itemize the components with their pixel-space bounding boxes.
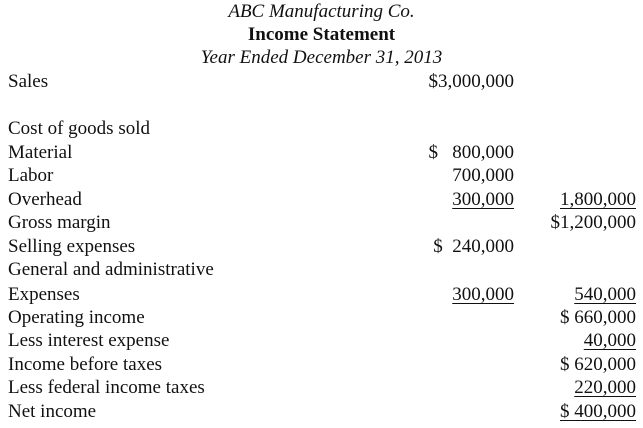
- row-selling-expenses: [0, 236, 643, 258]
- amount-col2: 540,000: [574, 284, 636, 305]
- statement-period: Year Ended December 31, 2013: [200, 47, 443, 68]
- row-overhead: [0, 189, 643, 211]
- row-label: Expenses: [8, 284, 80, 305]
- row-interest-expense: [0, 330, 643, 352]
- row-cost-of-goods-sold: [0, 118, 643, 140]
- row-label: Sales: [8, 71, 49, 92]
- company-name: ABC Manufacturing Co.: [228, 1, 415, 22]
- row-general-administrative: [0, 259, 643, 281]
- amount-col1: 700,000: [452, 165, 514, 186]
- row-label: Gross margin: [8, 212, 111, 233]
- amount-col1: $3,000,000: [428, 71, 514, 92]
- row-labor: [0, 165, 643, 187]
- row-label: Net income: [8, 401, 97, 422]
- row-income-before-taxes: [0, 354, 643, 376]
- row-label: Material: [8, 142, 73, 163]
- amount-col2: 40,000: [583, 330, 636, 351]
- amount-col2: $1,200,000: [550, 212, 636, 233]
- amount-col1: $ 800,000: [428, 142, 514, 163]
- row-label: Less federal income taxes: [8, 377, 205, 398]
- row-label: General and administrative: [8, 259, 214, 280]
- row-label: Selling expenses: [8, 236, 136, 257]
- row-material: [0, 142, 643, 164]
- row-label: Labor: [8, 165, 54, 186]
- row-label: Cost of goods sold: [8, 118, 150, 139]
- row-expenses: [0, 284, 643, 306]
- amount-col2: 220,000: [574, 377, 636, 398]
- row-sales: [0, 71, 643, 93]
- row-label: Overhead: [8, 189, 82, 210]
- row-label: Income before taxes: [8, 354, 163, 375]
- row-gross-margin: [0, 212, 643, 234]
- row-operating-income: [0, 307, 643, 329]
- row-label: Less interest expense: [8, 330, 170, 351]
- row-label: Operating income: [8, 307, 145, 328]
- statement-title: Income Statement: [247, 24, 396, 45]
- row-net-income: [0, 401, 643, 423]
- amount-col2: $ 400,000: [560, 401, 636, 422]
- amount-col2: $ 660,000: [560, 307, 636, 328]
- row-federal-income-taxes: [0, 377, 643, 399]
- amount-col2: $ 620,000: [560, 354, 636, 375]
- amount-col1: 300,000: [452, 189, 514, 210]
- amount-col1: 300,000: [452, 284, 514, 305]
- amount-col1: $ 240,000: [433, 236, 514, 257]
- amount-col2: 1,800,000: [560, 189, 636, 210]
